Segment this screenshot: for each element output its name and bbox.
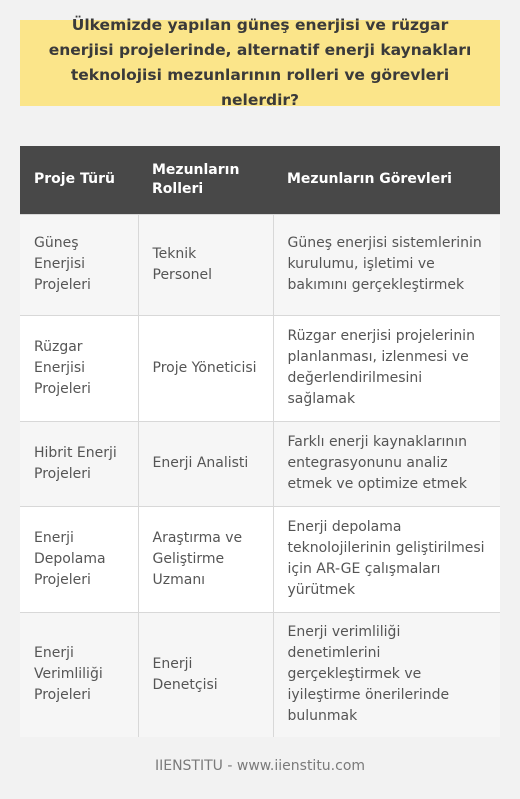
- cell-project-type: Rüzgar Enerjisi Projeleri: [20, 315, 138, 421]
- cell-project-type: Hibrit Enerji Projeleri: [20, 421, 138, 506]
- cell-project-type: Enerji Verimliliği Projeleri: [20, 612, 138, 737]
- cell-duty: Güneş enerjisi sistemlerinin kurulumu, işletimi ve bakımını gerçekleştirmek: [273, 214, 500, 315]
- table-row: [20, 506, 500, 612]
- cell-duty: Enerji depolama teknolojilerinin geliştirilmesi için AR-GE çalışmaları yürütmek: [273, 506, 500, 612]
- cell-role: Enerji Denetçisi: [138, 612, 273, 737]
- footer-source: IIENSTITU - www.iienstitu.com: [154, 758, 366, 774]
- cell-role: Proje Yöneticisi: [138, 315, 273, 421]
- cell-duty: Rüzgar enerjisi projelerinin planlanması, izlenmesi ve değerlendirilmesini sağlamak: [273, 315, 500, 421]
- title-banner: [20, 16, 500, 109]
- cell-project-type: Enerji Depolama Projeleri: [20, 506, 138, 612]
- header-project-type: Proje Türü: [20, 146, 138, 214]
- cell-role: Teknik Personel: [138, 214, 273, 315]
- header-graduate-duties: Mezunların Görevleri: [273, 146, 500, 214]
- table-row: [20, 612, 500, 737]
- table-header-row: [20, 146, 500, 214]
- cell-project-type: Güneş Enerjisi Projeleri: [20, 214, 138, 315]
- page-title: Ülkemizde yapılan güneş enerjisi ve rüzgar enerjisi projelerinde, alternatif enerji kaynakları teknolojisi mezunlarının rolleri ve görevleri nelerdir?: [48, 16, 472, 109]
- roles-table: [20, 146, 500, 737]
- cell-role: Araştırma ve Geliştirme Uzmanı: [138, 506, 273, 612]
- table-row: [20, 315, 500, 421]
- header-graduate-roles: Mezunların Rolleri: [138, 146, 273, 214]
- cell-duty: Farklı enerji kaynaklarının entegrasyonunu analiz etmek ve optimize etmek: [273, 421, 500, 506]
- cell-duty: Enerji verimliliği denetimlerini gerçekleştirmek ve iyileştirme önerilerinde bulunmak: [273, 612, 500, 737]
- table-row: [20, 214, 500, 315]
- cell-role: Enerji Analisti: [138, 421, 273, 506]
- table-row: [20, 421, 500, 506]
